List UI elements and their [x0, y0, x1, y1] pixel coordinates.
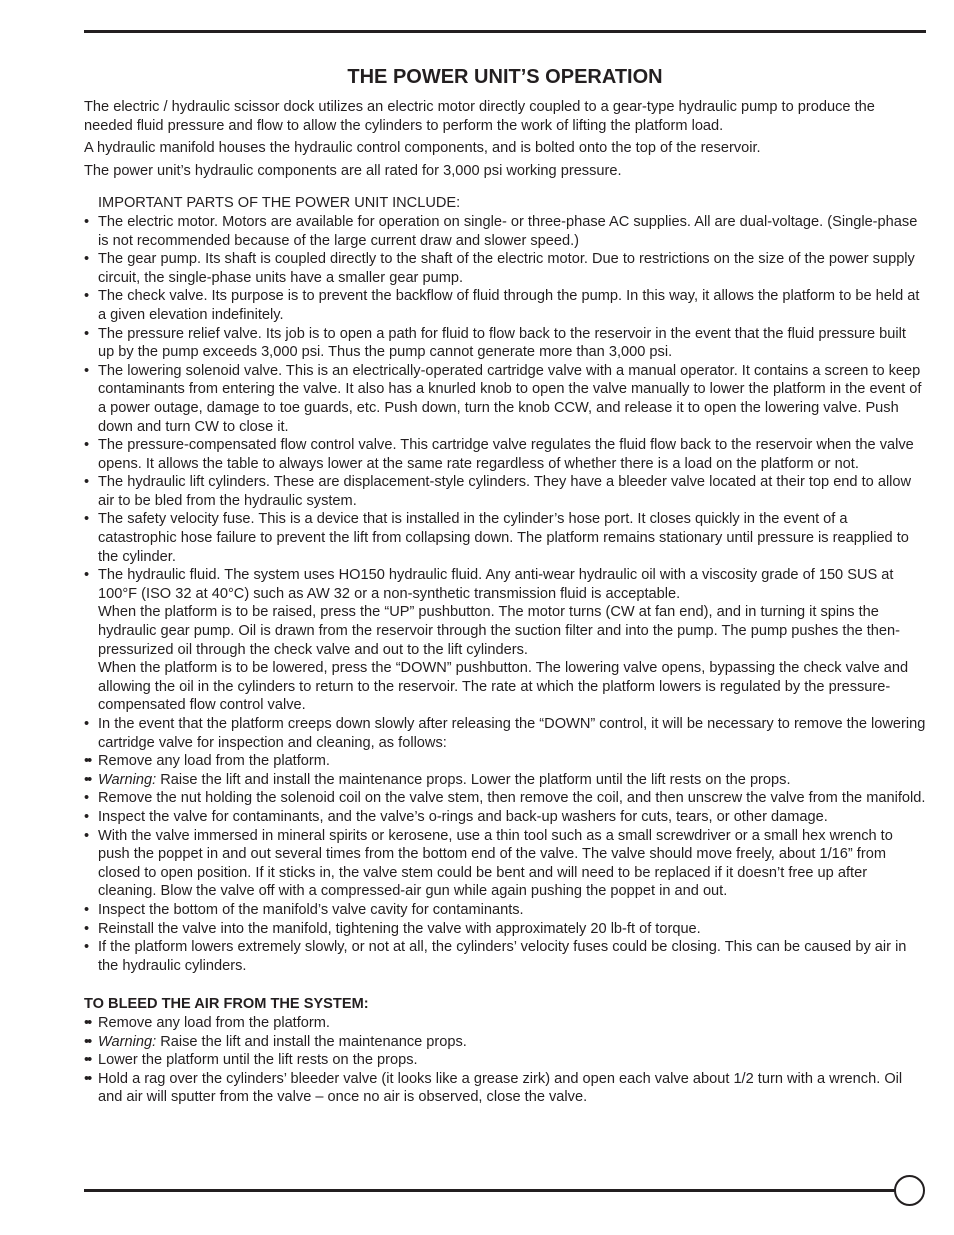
list-item — [84, 362, 926, 436]
list-item — [84, 771, 926, 790]
list-item-text: Reinstall the valve into the manifold, tightening the valve with approximately 20 lb-ft of torque. — [98, 920, 701, 937]
double-bullet-icon: •• — [84, 1014, 91, 1031]
list-item — [84, 901, 926, 920]
list-item-text: Hold a rag over the cylinders’ bleeder valve (it looks like a grease zirk) and open each valve about 1/2 turn with a wrench. Oil and air will sputter from the valve – once no air is observed, close the valve. — [98, 1070, 903, 1106]
warning-label: Warning: — [98, 1033, 157, 1050]
list-item — [84, 325, 926, 362]
list-item — [84, 808, 926, 827]
list-item-text: The safety velocity fuse. This is a device that is installed in the cylinder’s hose port. It closes quickly in the event of a catastrophic hose failure to prevent the lift from collapsing down. The platform remains stationary until pressure is reapplied to the cylinder. — [98, 511, 909, 565]
list-item — [84, 789, 926, 808]
list-item-text: Raise the lift and install the maintenance props. — [156, 1033, 467, 1050]
double-bullet-icon: •• — [84, 1033, 91, 1050]
bullet-icon: • — [84, 716, 90, 732]
list-item — [84, 715, 926, 752]
bullet-icon: • — [84, 288, 90, 305]
list-item-text: Remove any load from the platform. — [98, 1014, 330, 1031]
list-item — [84, 510, 926, 566]
top-rule — [84, 30, 926, 33]
list-item-text: Remove any load from the platform. — [98, 753, 330, 770]
list-item-text: Remove the nut holding the solenoid coil on the valve stem, then remove the coil, and then unscrew the valve from the manifold. — [98, 790, 926, 807]
list-item — [84, 1033, 926, 1052]
list-item-text: Inspect the valve for contaminants, and the valve’s o-rings and back-up washers for cuts, tears, or other damage. — [98, 808, 828, 825]
bullet-icon: • — [84, 567, 90, 584]
list-item — [84, 287, 926, 324]
bullet-icon: • — [84, 920, 90, 937]
bullet-icon: • — [84, 213, 90, 230]
list-item-text: The hydraulic fluid. The system uses HO150 hydraulic fluid. Any anti-wear hydraulic oil with a viscosity grade of 150 SUS at 100°F (ISO 32 at 40°C) such as AW 32 or a non-synthetic transmission fluid is acceptable. — [98, 567, 894, 602]
bullet-icon: • — [84, 939, 90, 956]
list-item — [84, 827, 926, 901]
list-item — [84, 1070, 926, 1107]
intro-section — [84, 98, 926, 180]
bleed-steps-list — [84, 1014, 926, 1107]
list-item — [84, 752, 926, 771]
double-bullet-icon: •• — [84, 1052, 91, 1069]
bullet-icon: • — [84, 790, 90, 807]
bottom-rule — [84, 1189, 896, 1192]
bullet-icon: • — [84, 511, 90, 528]
list-item-text: Raise the lift and install the maintenance props. Lower the platform until the lift rests on the props. — [156, 771, 791, 788]
bullet-icon: • — [84, 251, 90, 268]
bleed-heading: TO BLEED THE AIR FROM THE SYSTEM: — [84, 996, 369, 1013]
list-item — [84, 938, 926, 975]
parts-list — [84, 213, 926, 715]
bullet-icon: • — [84, 437, 90, 454]
page-content — [84, 64, 926, 1107]
intro-paragraph: The electric / hydraulic scissor dock utilizes an electric motor directly coupled to a gear-type hydraulic pump to produce the needed fluid pressure and flow to allow the cylinders to perform the work of lifting the platform load. — [84, 99, 875, 134]
bullet-icon: • — [84, 827, 90, 844]
intro-paragraph: The power unit’s hydraulic components are all rated for 3,000 psi working pressure. — [84, 162, 622, 179]
list-item-text: If the platform lowers extremely slowly, or not at all, the cylinders’ velocity fuses could be closing. This can be caused by air in the hydraulic cylinders. — [98, 939, 907, 974]
bullet-icon: • — [84, 901, 90, 918]
list-item — [84, 436, 926, 473]
page-number-circle — [894, 1175, 925, 1206]
list-item-text: The check valve. Its purpose is to prevent the backflow of fluid through the pump. In this way, it allows the platform to be held at a given elevation indefinitely. — [98, 288, 920, 323]
list-item-text: In the event that the platform creeps down slowly after releasing the “DOWN” control, it will be necessary to remove the lowering cartridge valve for inspection and cleaning, as follows: — [98, 716, 926, 751]
list-item-text: Lower the platform until the lift rests on the props. — [98, 1052, 418, 1069]
list-item-text: Inspect the bottom of the manifold’s valve cavity for contaminants. — [98, 901, 524, 918]
parts-heading: IMPORTANT PARTS OF THE POWER UNIT INCLUDE: — [98, 195, 461, 212]
list-item-text: The pressure relief valve. Its job is to open a path for fluid to flow back to the reservoir in the event that the fluid pressure built up by the pump exceeds 3,000 psi. Thus the pump cannot generate more than 3,000 psi. — [98, 325, 906, 361]
double-bullet-icon: •• — [84, 753, 91, 770]
list-item-text: The gear pump. Its shaft is coupled directly to the shaft of the electric motor. Due to restrictions on the size of the power supply circuit, the single-phase units have a smaller gear pump. — [98, 251, 915, 286]
page-title: THE POWER UNIT’S OPERATION — [347, 66, 663, 88]
double-bullet-icon: •• — [84, 771, 91, 788]
list-item — [84, 1014, 926, 1033]
double-bullet-icon: •• — [84, 1070, 91, 1087]
list-item — [84, 213, 926, 250]
bullet-icon: • — [84, 808, 90, 825]
list-item-text: The hydraulic lift cylinders. These are displacement-style cylinders. They have a bleeder valve located at their top end to allow air to be bled from the hydraulic system. — [98, 474, 912, 509]
bullet-icon: • — [84, 474, 90, 491]
list-item-text: The lowering solenoid valve. This is an electrically-operated cartridge valve with a manual operator. It contains a screen to keep contaminants from entering the valve. It also has a knurled knob to open the valve manually to lower the platform in the event of a power outage, damage to toe guards, etc. Push down, turn the knob CCW, and release it to open the lowering valve. Push down and turn CW to close it. — [98, 362, 922, 435]
list-item-text: With the valve immersed in mineral spirits or kerosene, use a thin tool such as a small screwdriver or a small hex wrench to push the poppet in and out several times from the bottom end of the valve. The valve should move freely, about 1/16” from closed to open position. If it sticks in, the valve stem could be bent and will need to be replaced if it doesn’t free up after cleaning. Blow the valve off with a compressed-air gun while again pushing the poppet in and out. — [98, 827, 893, 900]
bullet-icon: • — [84, 325, 90, 342]
list-item — [84, 920, 926, 939]
list-item — [84, 1051, 926, 1070]
lower-operation-text: When the platform is to be lowered, press the “DOWN” pushbutton. The lowering valve opens, bypassing the check valve and allowing the oil in the cylinders to return to the reservoir. The rate at which the platform lowers is regulated by the pressure-compensated flow control valve. — [98, 660, 909, 714]
maintenance-list — [84, 715, 926, 975]
list-item-text: The pressure-compensated flow control valve. This cartridge valve regulates the fluid flow back to the reservoir when the valve opens. It allows the table to always lower at the same rate regardless of whether there is a load on the platform or not. — [98, 437, 914, 472]
list-item — [84, 250, 926, 287]
raise-operation-text: When the platform is to be raised, press the “UP” pushbutton. The motor turns (CW at fan end), and in turning it spins the hydraulic gear pump. Oil is drawn from the reservoir through the suction filter and into the pump. The pump pushes the then-pressurized oil through the check valve and out to the lift cylinders. — [98, 604, 901, 658]
warning-label: Warning: — [98, 771, 157, 788]
list-item-text: The electric motor. Motors are available for operation on single- or three-phase AC supplies. All are dual-voltage. (Single-phase is not recommended because of the large current draw and slower speed.) — [98, 213, 918, 249]
intro-paragraph: A hydraulic manifold houses the hydraulic control components, and is bolted onto the top of the reservoir. — [84, 140, 761, 157]
list-item — [84, 473, 926, 510]
bullet-icon: • — [84, 362, 90, 379]
list-item — [84, 566, 926, 715]
